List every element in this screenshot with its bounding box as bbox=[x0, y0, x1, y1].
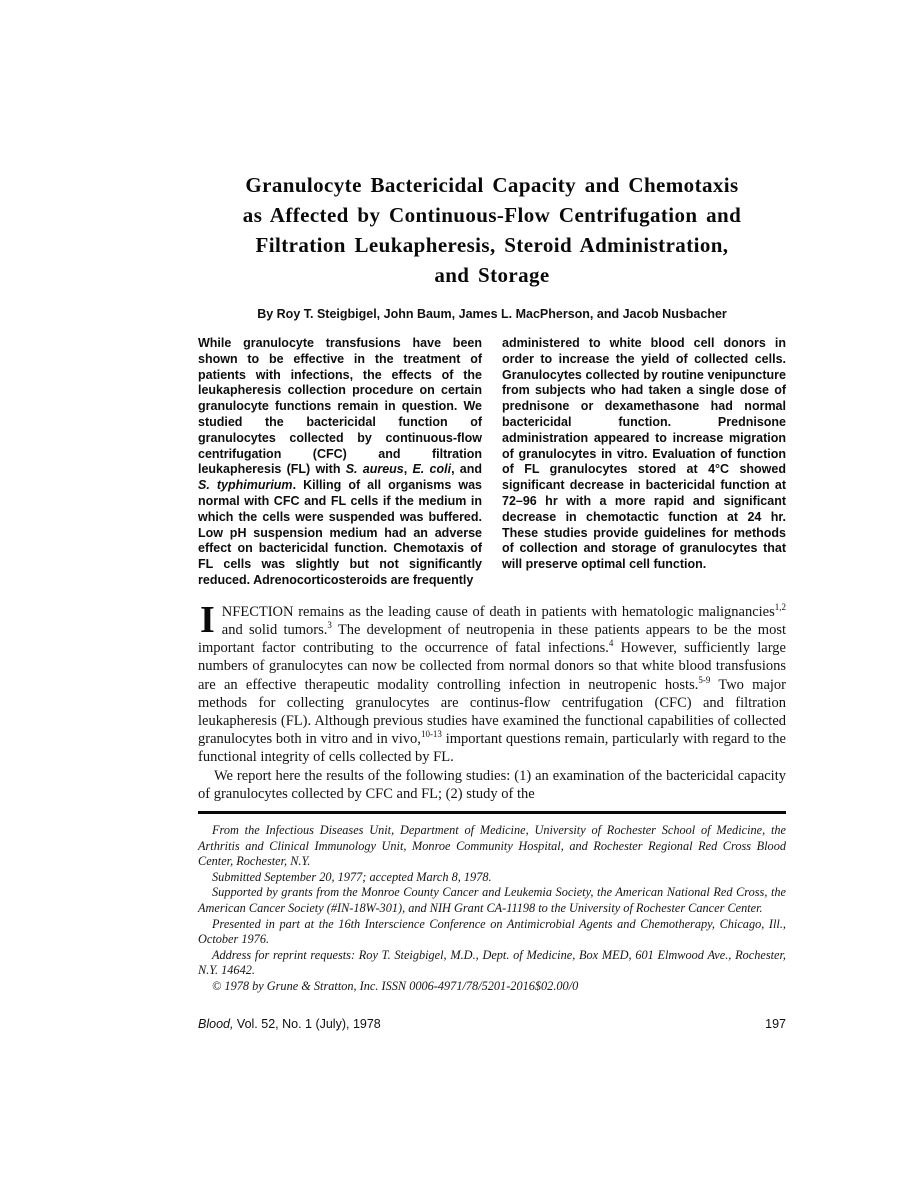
footnote-reprint-address: Address for reprint requests: Roy T. Steigbigel, M.D., Dept. of Medicine, Box MED, 601 Elmwood Ave., Rochester, N.Y. 14642. bbox=[198, 947, 786, 978]
text-segment: . Killing of all organisms was normal with CFC and FL cells if the medium in which the cells were suspended was buffered. Low pH suspension medium had an adverse effect on bactericidal function. Chemotaxis of FL cells was slightly but not significantly reduced. Adrenocorticosteroids are frequently bbox=[198, 478, 482, 587]
text-segment: , and bbox=[451, 462, 482, 477]
footnotes-block bbox=[198, 823, 786, 995]
page-number: 197 bbox=[765, 1016, 786, 1031]
body-paragraph-studies: We report here the results of the following studies: (1) an examination of the bactericidal capacity of granulocytes collected by CFC and FL; (2) study of the bbox=[198, 767, 786, 802]
text-segment: S. typhimurium bbox=[198, 478, 293, 493]
byline: By Roy T. Steigbigel, John Baum, James L. MacPherson, and Jacob Nusbacher bbox=[257, 307, 727, 321]
text-segment: , bbox=[403, 462, 413, 477]
article-title-line: Filtration Leukapheresis, Steroid Administration, bbox=[255, 233, 729, 257]
page-content bbox=[198, 0, 786, 1031]
text-segment: NFECTION remains as the leading cause of death in patients with hematologic malignancies bbox=[221, 603, 775, 620]
text-segment: Two major methods for collecting granulocytes are continus-flow centrifugation (CFC) and filtration leukapheresis (FL). Although previous studies have examined the functional capabilities of collected granulocytes both in vitro and in vivo, bbox=[198, 676, 786, 748]
text-segment: administered to white blood cell donors in order to increase the yield of collected cells. Granulocytes collected by routine venipuncture from subjects who had taken a single dose of prednisone or dexamethasone had normal bactericidal function. Prednisone administration appeared to increase migration of granulocytes in vitro. Evaluation of function of FL granulocytes stored at 4°C showed significant decrease in bactericidal function at 72–96 hr with a more rapid and significant decrease in chemotactic function at 24 hr. These studies provide guidelines for methods of collection and storage of granulocytes that will preserve optimal cell function. bbox=[502, 336, 786, 572]
reference-superscript: 10-13 bbox=[420, 729, 442, 740]
footnote-affiliation: From the Infectious Diseases Unit, Department of Medicine, University of Rochester School of Medicine, the Arthritis and Clinical Immunology Unit, Monroe Community Hospital, and Rochester Regional Red Cross Blood Center, Rochester, N.Y. bbox=[198, 822, 786, 869]
reference-superscript: 4 bbox=[608, 638, 614, 649]
abstract-column-right bbox=[502, 336, 786, 589]
journal-issue: Vol. 52, No. 1 (July), 1978 bbox=[233, 1016, 381, 1031]
text-segment: E. coli bbox=[412, 462, 452, 477]
text-segment: and solid tumors. bbox=[221, 621, 328, 638]
footnote-grant-support: Supported by grants from the Monroe County Cancer and Leukemia Society, the American National Red Cross, the American Cancer Society (#IN-18W-301), and NIH Grant CA-11198 to the University of Rochester Cancer Center. bbox=[198, 885, 786, 915]
article-title bbox=[198, 170, 786, 290]
page-footer bbox=[198, 1017, 786, 1031]
footnote-divider bbox=[198, 811, 786, 814]
abstract-column-left bbox=[198, 336, 482, 589]
reference-superscript: 1,2 bbox=[774, 601, 786, 612]
body-paragraph-intro bbox=[198, 598, 786, 767]
footnote-copyright: © 1978 by Grune & Stratton, Inc. ISSN 0006-4971/78/5201-2016$02.00/0 bbox=[212, 978, 579, 993]
body-paragraph-text bbox=[198, 598, 786, 766]
article-title-line: Granulocyte Bactericidal Capacity and Chemotaxis bbox=[245, 173, 739, 197]
article-title-line: as Affected by Continuous-Flow Centrifugation and bbox=[242, 203, 742, 227]
journal-name: Blood, bbox=[198, 1016, 234, 1031]
footnote-presentation: Presented in part at the 16th Interscience Conference on Antimicrobial Agents and Chemotherapy, Chicago, Ill., October 1976. bbox=[198, 916, 786, 947]
text-segment: However, sufficiently large numbers of granulocytes can now be collected from normal donors so that white blood transfusions are an effective therapeutic modality controlling infection in neutropenic hosts. bbox=[198, 640, 786, 693]
journal-citation bbox=[198, 1017, 381, 1031]
abstract bbox=[198, 336, 786, 589]
text-segment: The development of neutropenia in these patients appears to be the most important factor contributing to the occurrence of fatal infections. bbox=[198, 621, 786, 657]
text-segment: important questions remain, particularly with regard to the functional integrity of cells collected by FL. bbox=[198, 731, 786, 766]
footnote-submission-dates: Submitted September 20, 1977; accepted March 8, 1978. bbox=[212, 869, 492, 884]
drop-cap: I bbox=[200, 598, 215, 641]
reference-superscript: 5-9 bbox=[698, 674, 711, 685]
article-body bbox=[198, 598, 786, 803]
text-segment: While granulocyte transfusions have been shown to be effective in the treatment of patients with infections, the effects of the leukapheresis collection procedure on certain granulocyte functions remain in question. We studied the bactericidal function of granulocytes collected by continuous-flow centrifugation (CFC) and filtration leukapheresis (FL) with bbox=[198, 336, 482, 477]
text-segment: S. aureus bbox=[345, 462, 404, 477]
article-title-line: and Storage bbox=[434, 263, 550, 287]
reference-superscript: 3 bbox=[327, 620, 332, 631]
